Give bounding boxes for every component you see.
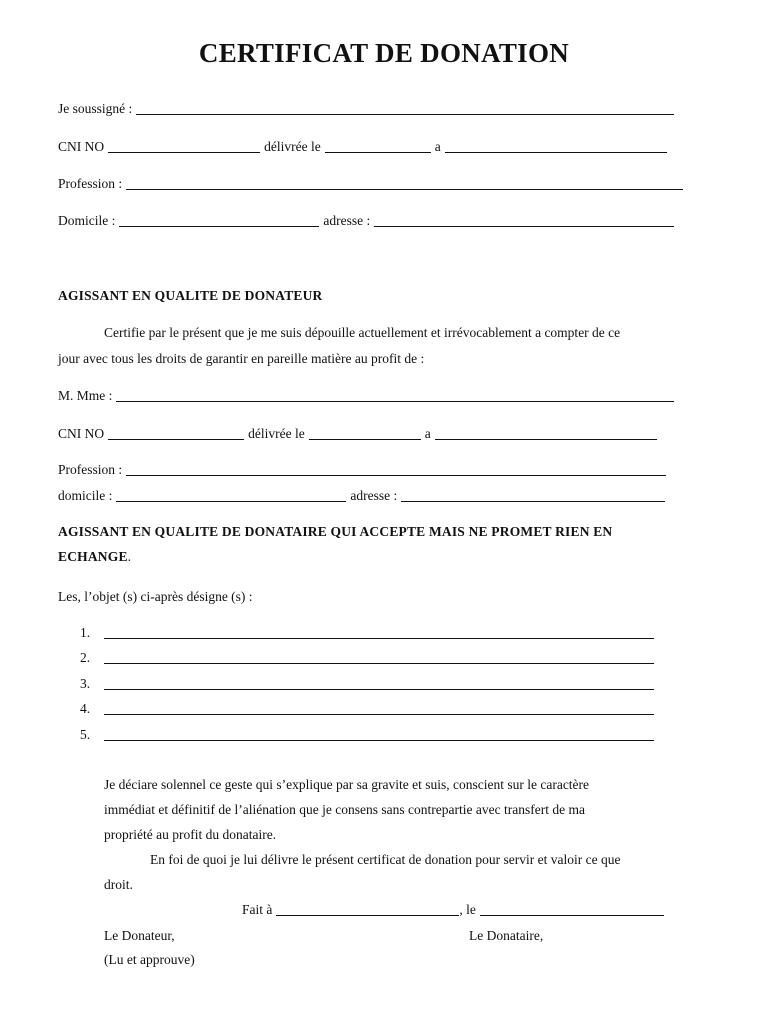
- list-number: 4.: [80, 701, 91, 716]
- cni-blank[interactable]: [108, 140, 260, 153]
- a-label: a: [424, 426, 431, 441]
- adresse-label: adresse :: [323, 213, 371, 228]
- delivree-label: délivrée le: [264, 139, 321, 154]
- cni-label: CNI NO: [58, 139, 105, 154]
- profession-label: Profession :: [58, 176, 123, 191]
- domicile-label: Domicile :: [58, 213, 116, 228]
- adresse-blank[interactable]: [374, 214, 674, 227]
- list-item: [80, 625, 658, 641]
- delivree-label: délivrée le: [248, 426, 305, 441]
- le-label: , le: [459, 902, 476, 917]
- m-mme-blank[interactable]: [116, 389, 674, 402]
- list-item: [80, 650, 658, 666]
- fait-a-label: Fait à: [242, 902, 273, 917]
- signature-donateur: Le Donateur,: [104, 928, 175, 943]
- recipient-domicile-row: [58, 488, 669, 504]
- recipient-profession-row: [58, 462, 670, 478]
- je-soussigne-blank[interactable]: [136, 102, 674, 115]
- profession-blank[interactable]: [126, 463, 666, 476]
- domicile-label: domicile :: [58, 488, 113, 503]
- list-number: 5.: [80, 727, 91, 742]
- heading-donateur: AGISSANT EN QUALITE DE DONATEUR: [58, 288, 323, 303]
- recipient-name-row: [58, 388, 678, 404]
- heading-donataire-line-1: AGISSANT EN QUALITE DE DONATAIRE QUI ACCEPTE MAIS NE PROMET RIEN EN: [58, 524, 613, 539]
- recipient-cni-row: [58, 426, 661, 442]
- fait-a-row: [242, 902, 668, 918]
- signature-donataire: Le Donataire,: [469, 928, 544, 943]
- en-foi-line-1: En foi de quoi je lui délivre le présent certificat de donation pour servir et valoir ce que: [150, 852, 621, 867]
- le-date-blank[interactable]: [480, 903, 664, 916]
- a-label: a: [434, 139, 441, 154]
- donor-profession-row: [58, 176, 687, 192]
- document-title: CERTIFICAT DE DONATION: [198, 38, 570, 68]
- m-mme-label: M. Mme :: [58, 388, 113, 403]
- delivree-blank[interactable]: [325, 140, 431, 153]
- list-blank[interactable]: [104, 626, 654, 639]
- fait-a-blank[interactable]: [276, 903, 459, 916]
- list-blank[interactable]: [104, 677, 654, 690]
- list-blank[interactable]: [104, 702, 654, 715]
- cni-blank[interactable]: [108, 427, 244, 440]
- profession-label: Profession :: [58, 462, 123, 477]
- a-blank[interactable]: [445, 140, 667, 153]
- list-blank[interactable]: [104, 728, 654, 741]
- profession-blank[interactable]: [126, 177, 683, 190]
- domicile-blank[interactable]: [116, 489, 346, 502]
- declaration-line-2: immédiat et définitif de l’aliénation que je consens sans contrepartie avec transfert de ma: [104, 802, 585, 817]
- heading-donataire-line-2: [58, 549, 131, 565]
- donor-domicile-row: [58, 213, 678, 229]
- je-soussigne-row: [58, 101, 678, 117]
- heading-donataire-period: .: [127, 549, 132, 564]
- heading-donataire-word: ECHANGE: [58, 549, 128, 564]
- certifie-line-1: Certifie par le présent que je me suis dépouille actuellement et irrévocablement a compter de ce: [104, 325, 621, 340]
- a-blank[interactable]: [435, 427, 657, 440]
- list-number: 1.: [80, 625, 91, 640]
- en-foi-line-2: droit.: [104, 877, 133, 892]
- list-number: 2.: [80, 650, 91, 665]
- list-number: 3.: [80, 676, 91, 691]
- cni-label: CNI NO: [58, 426, 105, 441]
- declaration-line-1: Je déciare solennel ce geste qui s’explique par sa gravite et suis, conscient sur le caractère: [104, 777, 590, 792]
- declaration-line-3: propriété au profit du donataire.: [104, 827, 277, 842]
- delivree-blank[interactable]: [309, 427, 421, 440]
- signature-donateur-note: (Lu et approuve): [104, 952, 195, 967]
- list-item: [80, 727, 658, 743]
- list-blank[interactable]: [104, 651, 654, 664]
- adresse-label: adresse :: [350, 488, 398, 503]
- list-item: [80, 701, 658, 717]
- objets-label: Les, l’objet (s) ci-après désigne (s) :: [58, 589, 253, 604]
- list-item: [80, 676, 658, 692]
- domicile-blank[interactable]: [119, 214, 319, 227]
- donor-cni-row: [58, 139, 671, 155]
- je-soussigne-label: Je soussigné :: [58, 101, 133, 116]
- certifie-line-2: jour avec tous les droits de garantir en pareille matière au profit de :: [58, 351, 425, 366]
- adresse-blank[interactable]: [401, 489, 665, 502]
